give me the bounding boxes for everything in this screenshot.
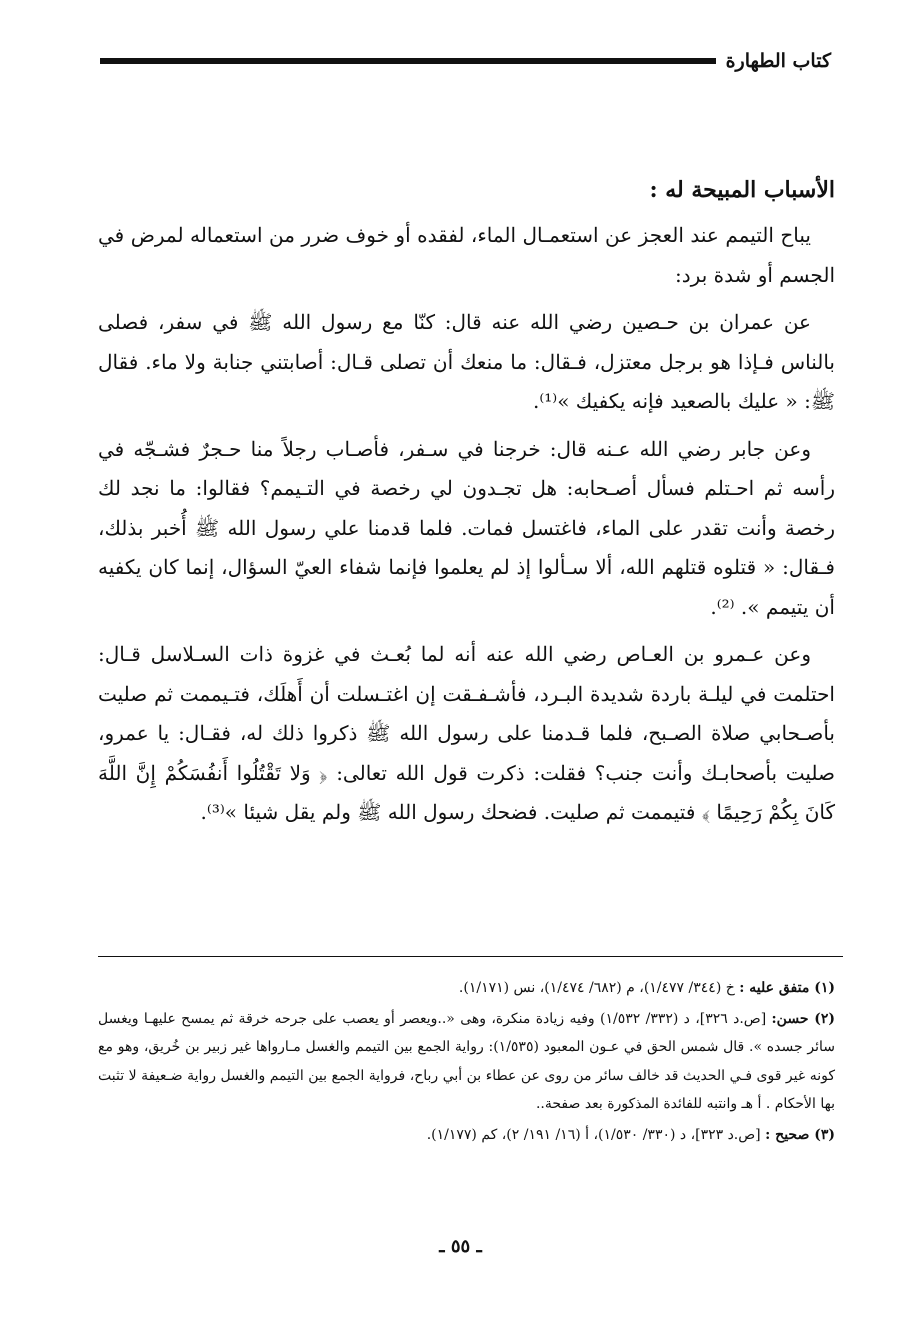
footnote-text: خ (٣٤٤/ ١/٤٧٧)، م (٦٨٢/ ١/٤٧٤)، نس (١/١٧١). bbox=[458, 980, 735, 996]
section-heading: الأسباب المبيحة له : bbox=[649, 177, 835, 203]
footnote-2 bbox=[98, 1005, 835, 1119]
footnote-label: (٢) حسن: bbox=[771, 1010, 836, 1027]
footnote-label: (٣) صحيح : bbox=[765, 1126, 835, 1143]
paragraph-imran-hadith: عن عمران بن حـصين رضي الله عنه قال: كنّا مع رسول الله ﷺ في سفر، فصلى بالناس فـإذا هو برجل معتزل، فـقال: ما منعك أن تصلى قـال: أصابتني جنابة ولا ماء. فقال ﷺ: « عليك بالصعيد فإنه يكفيك »⁽¹⁾. bbox=[98, 310, 835, 413]
footnote-text: [ص.د ٣٢٣]، د (٣٣٠/ ١/٥٣٠)، أ (١٦/ ١٩١/ ٢)، كم (١/١٧٧). bbox=[426, 1126, 761, 1143]
page-number: ـ ٥٥ ـ bbox=[439, 1236, 482, 1257]
header-title: كتاب الطهارة bbox=[725, 50, 831, 72]
footnote-text: [ص.د ٣٢٦]، د (٣٣٢/ ١/٥٣٢) وفيه زيادة منكرة، وهى «..ويعصر أو يعصب على جرحه خرقة ثم يمسح عليهـا ويغسل سائر جسده ». قال شمس الحق في عـون المعبود (١/٥٣٥): رواية الجمع بين التيمم والغسل مـارواها غير زبير بن خُريق، وهو مع كونه غير قوى فـي الحديث قد خالف سائر من روى عن عطاء بن أبي رباح، فرواية الجمع بين التيمم والغسل رواية ضـعيفة لا تثبت بها الأحكام . أ هـ وانتبه للفائدة المذكورة بعد صفحة.. bbox=[98, 1010, 836, 1112]
paragraph-intro: يباح التيمم عند العجز عن استعمـال الماء، لفقده أو خوف ضرر من استعماله لمرض في الجسم أو شدة برد: bbox=[98, 223, 835, 287]
paragraph-amr-hadith: وعن عـمرو بن العـاص رضي الله عنه أنه لما بُعـث في غزوة ذات السـلاسل قـال: احتلمت في ليلـة باردة شديدة البـرد، فأشـفـقت إن اغتـسلت أن أَهلَك، فتـيممت ثم صليت بأصـحابي صلاة الصـبح، فلما قـدمنا على رسول الله ﷺ ذكروا ذلك له، فقـال: يا عمرو، صليت بأصحابـك وأنت جنب؟ فقلت: ذكرت قول الله تعالى: ﴿ وَلا تَقْتُلُوا أَنفُسَكُمْ إِنَّ اللَّهَ كَانَ بِكُمْ رَحِيمًا ﴾ فتيممت ثم صليت. فضحك رسول الله ﷺ ولم يقل شيئا »⁽³⁾. bbox=[98, 642, 835, 824]
footnote-1 bbox=[98, 974, 835, 1003]
footnote-separator bbox=[98, 956, 843, 957]
footnote-label: (١) متفق عليه : bbox=[739, 980, 835, 996]
main-text bbox=[98, 170, 835, 841]
running-header bbox=[100, 50, 831, 72]
footnotes bbox=[98, 974, 835, 1151]
footnote-3 bbox=[98, 1121, 835, 1150]
header-rule bbox=[100, 58, 716, 64]
paragraph-jabir-hadith: وعن جابر رضي الله عـنه قال: خرجنا في سـفر، فأصـاب رجلاً منا حـجرٌ فشـجّه في رأسه ثم احـتلم فسأل أصـحابه: هل تجـدون لي رخصة في التـيمم؟ فقالوا: ما نجد لك رخصة وأنت تقدر على الماء، فاغتسل فمات. فلما قدمنا علي رسول الله ﷺ أُخبر بذلك، فـقال: « قتلوه قتلهم الله، ألا سـألوا إذ لم يعلموا فإنما شفاء العيّ السؤال، إنما كان يكفيه أن يتيمم ». ⁽²⁾. bbox=[98, 436, 835, 619]
